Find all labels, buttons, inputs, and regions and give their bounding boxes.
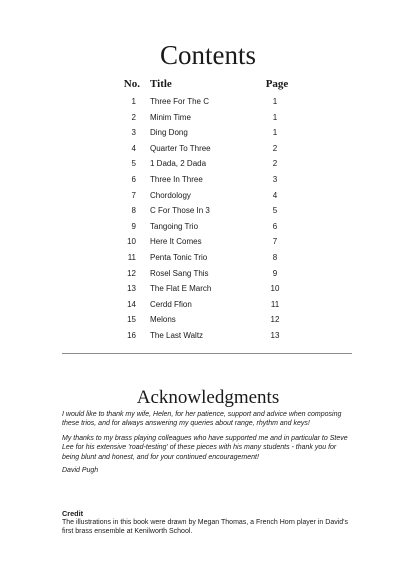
toc-page: 2 — [272, 143, 278, 153]
toc-page: 10 — [270, 284, 280, 294]
toc-page: 3 — [272, 174, 278, 184]
toc-title: The Last Waltz — [150, 330, 204, 340]
toc-page: 2 — [272, 159, 278, 169]
toc-number: 15 — [127, 315, 136, 325]
toc-number: 4 — [131, 143, 136, 153]
credit-heading: Credit — [62, 509, 84, 518]
toc-title: Rosel Sang This — [150, 268, 209, 278]
toc-number: 3 — [131, 128, 136, 138]
toc-table — [0, 94, 416, 344]
toc-number: 14 — [127, 299, 136, 309]
toc-row — [0, 94, 416, 110]
credit-text: The illustrations in this book were drawn by Megan Thomas, a French Horn player in David's first brass ensemble at Kenilworth School. — [62, 519, 349, 536]
toc-title: Tangoing Trio — [150, 221, 199, 231]
section-divider — [62, 353, 352, 354]
toc-row — [0, 234, 416, 250]
toc-title: 1 Dada, 2 Dada — [150, 159, 207, 169]
toc-row — [0, 188, 416, 204]
toc-title: Three In Three — [150, 174, 203, 184]
toc-header-page: Page — [265, 78, 289, 90]
toc-row — [0, 203, 416, 219]
toc-page: 8 — [272, 252, 278, 262]
toc-page: 12 — [270, 315, 280, 325]
toc-title: Ding Dong — [150, 128, 188, 138]
acknowledgments-heading: Acknowledgments — [136, 387, 280, 408]
toc-number: 12 — [127, 268, 136, 278]
toc-title: Cerdd Ffion — [150, 299, 192, 309]
acknowledgments-signature: David Pugh — [62, 467, 99, 474]
toc-title: Here It Comes — [150, 237, 202, 247]
toc-page: 11 — [270, 299, 280, 309]
toc-row — [0, 266, 416, 282]
toc-title: Minim Time — [150, 112, 191, 122]
acknowledgments-paragraph-2: My thanks to my brass playing colleagues who have supported me and in particular to Steve Lee for his extensive 'road-testing' of these pieces with his many students - thank you for being blunt and honest, and for your continued encouragement! — [62, 435, 348, 461]
toc-number: 6 — [131, 174, 136, 184]
toc-row — [0, 156, 416, 172]
toc-row — [0, 172, 416, 188]
toc-header-title: Title — [150, 78, 172, 90]
toc-row — [0, 312, 416, 328]
toc-number: 5 — [131, 159, 136, 169]
toc-page: 6 — [272, 221, 278, 231]
toc-page: 4 — [272, 190, 278, 200]
toc-page: 5 — [272, 206, 278, 216]
toc-title: The Flat E March — [150, 284, 212, 294]
toc-row — [0, 125, 416, 141]
toc-row — [0, 141, 416, 157]
toc-number: 1 — [131, 97, 136, 106]
toc-page: 13 — [270, 330, 280, 340]
toc-page: 1 — [272, 97, 278, 106]
toc-title: Three For The C — [150, 97, 209, 106]
toc-title: Quarter To Three — [150, 143, 211, 153]
toc-row — [0, 297, 416, 313]
toc-title: C For Those In 3 — [150, 206, 210, 216]
toc-row — [0, 250, 416, 266]
contents-heading: Contents — [159, 40, 256, 70]
toc-number: 10 — [127, 237, 136, 247]
toc-page: 9 — [272, 268, 278, 278]
toc-title: Penta Tonic Trio — [150, 252, 208, 262]
toc-row — [0, 328, 416, 344]
toc-number: 2 — [131, 112, 136, 122]
toc-number: 16 — [127, 330, 136, 340]
toc-number: 8 — [131, 206, 136, 216]
toc-page: 7 — [272, 237, 278, 247]
toc-header-no: No. — [123, 78, 140, 90]
toc-number: 13 — [127, 284, 136, 294]
toc-number: 9 — [131, 221, 136, 231]
toc-row — [0, 110, 416, 126]
toc-header-row — [0, 78, 416, 92]
toc-number: 7 — [131, 190, 136, 200]
toc-row — [0, 219, 416, 235]
acknowledgments-paragraph-1: I would like to thank my wife, Helen, for her patience, support and advice when composing these trios, and for always answering my queries about range, rhythm and keys! — [62, 411, 342, 428]
toc-title: Melons — [150, 315, 176, 325]
toc-page: 1 — [272, 112, 278, 122]
toc-title: Chordology — [150, 190, 191, 200]
toc-row — [0, 281, 416, 297]
toc-page: 1 — [272, 128, 278, 138]
toc-number: 11 — [127, 252, 136, 262]
